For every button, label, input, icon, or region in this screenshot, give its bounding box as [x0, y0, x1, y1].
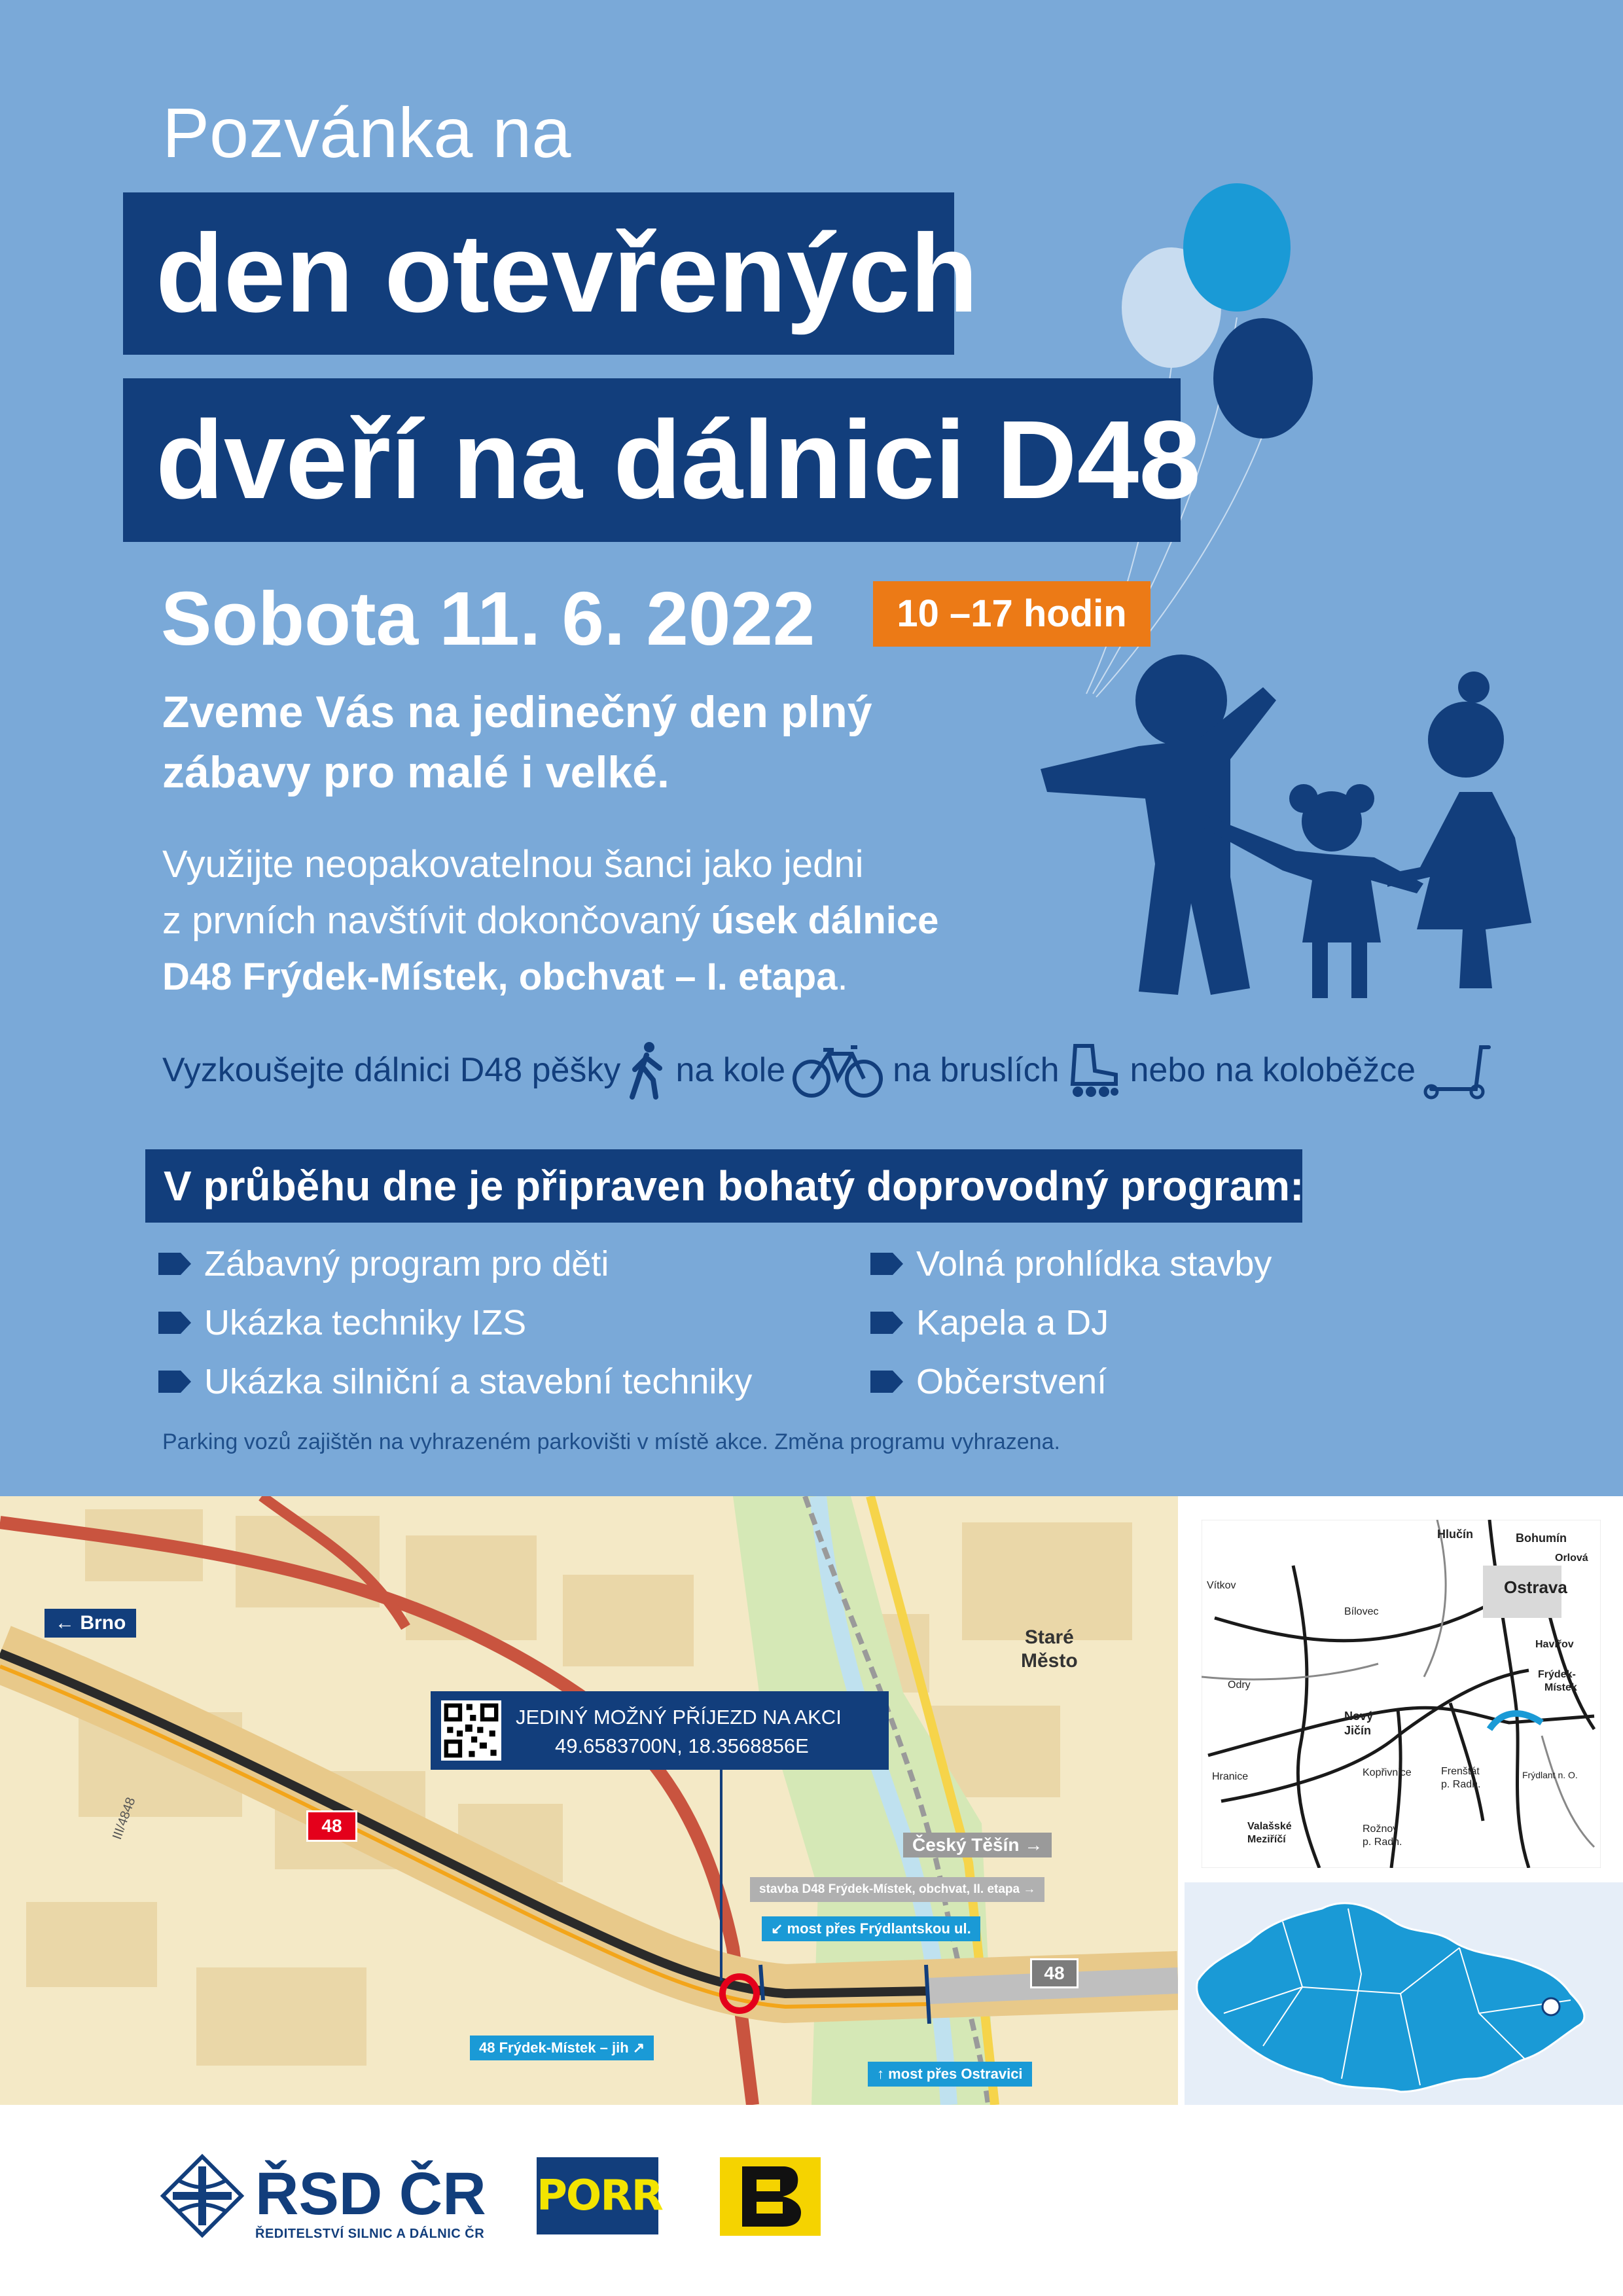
list-item [158, 1293, 752, 1352]
list-item [870, 1352, 1272, 1411]
qr-code-icon [441, 1700, 501, 1761]
title-line-2: dveří na dálnici D48 [123, 378, 1181, 542]
town-label: Bohumín [1516, 1532, 1567, 1545]
list-item-text: Volná prohlídka stavby [916, 1244, 1272, 1283]
body-line [162, 949, 1144, 1005]
body-text-end: . [837, 956, 848, 998]
list-item-text: Zábavný program pro děti [204, 1244, 609, 1283]
try-scooter-text: nebo na koloběžce [1130, 1051, 1416, 1089]
brno-sign: ← Brno [45, 1609, 136, 1638]
stavba-sign: stavba D48 Frýdek-Místek, obchvat, II. etapa → [750, 1877, 1044, 1902]
try-walk-text: Vyzkoušejte dálnici D48 pěšky [162, 1051, 621, 1089]
town-label: Rožnov [1363, 1823, 1399, 1835]
map-drawing [0, 1496, 1178, 2105]
stare-mesto-line: Město [1021, 1650, 1078, 1672]
town-label: Bílovec [1344, 1606, 1379, 1617]
town-label: Hranice [1212, 1771, 1249, 1782]
road-iii-4848-label: III/4848 [110, 1795, 139, 1842]
balloon-icon [1213, 318, 1313, 439]
event-date: Sobota 11. 6. 2022 [161, 576, 815, 661]
town-label: Kopřivnice [1363, 1767, 1412, 1778]
porr-logo [537, 2157, 662, 2234]
list-item-text: Občerstvení [916, 1362, 1107, 1401]
body-text-normal: z prvních navštívit dokončovaný [162, 899, 711, 942]
town-label: p. Radh. [1363, 1837, 1402, 1848]
czech-republic-map [1185, 1882, 1623, 2105]
try-bike-text: na kole [675, 1051, 786, 1089]
town-label: Frýdek- [1538, 1669, 1576, 1680]
rsd-logo-subtitle: ŘEDITELSTVÍ SILNIC A DÁLNIC ČR [255, 2227, 485, 2241]
qr-callout-coordinates: 49.6583700N, 18.3568856E [555, 1734, 809, 1757]
arrow-bullet-icon [158, 1312, 191, 1334]
list-item [870, 1234, 1272, 1293]
region-map [1202, 1520, 1601, 1868]
arrow-bullet-icon [870, 1253, 903, 1275]
rsd-logo-icon [160, 2153, 245, 2238]
town-label: Frýdlant n. O. [1522, 1770, 1578, 1780]
hours-badge: 10 –17 hodin [873, 581, 1150, 647]
scooter-icon [1422, 1041, 1494, 1100]
lead-text [162, 682, 1079, 802]
qr-callout [431, 1691, 889, 1770]
road-48-gray-shield: 48 [1030, 1958, 1079, 1988]
cesky-tesin-sign: Český Těšín → [903, 1833, 1052, 1857]
arrow-bullet-icon [158, 1253, 191, 1275]
town-label: Frenštát [1441, 1766, 1480, 1777]
arrow-bullet-icon [870, 1312, 903, 1334]
town-label: Hlučín [1437, 1528, 1474, 1541]
stare-mesto-line: Staré [1024, 1626, 1074, 1648]
lead-line: Zveme Vás na jedinečný den plný [162, 687, 872, 737]
body-text-bold: úsek dálnice [711, 899, 939, 942]
town-label: Vítkov [1207, 1580, 1236, 1591]
frydek-mistek-jih-sign: 48 Frýdek-Místek – jih ↗ [470, 2036, 654, 2060]
list-item [158, 1234, 752, 1293]
rollerblade-icon [1066, 1041, 1121, 1100]
b-logo-icon [720, 2157, 821, 2236]
town-label: Meziříčí [1247, 1834, 1286, 1845]
lead-line: zábavy pro malé i velké. [162, 747, 669, 797]
program-list-right [870, 1234, 1272, 1411]
town-label: Valašské [1247, 1821, 1292, 1832]
list-item-text: Ukázka silniční a stavební techniky [204, 1362, 753, 1401]
body-line: Využijte neopakovatelnou šanci jako jedni [162, 843, 864, 886]
town-label: Nový [1344, 1710, 1374, 1723]
access-map [0, 1496, 1178, 2105]
balloon-icon [1183, 183, 1291, 312]
title-line-1: den otevřených [123, 192, 954, 355]
porr-logo-text: PORR [537, 2172, 662, 2220]
list-item-text: Kapela a DJ [916, 1303, 1109, 1342]
rsd-logo-title: ŘSD ČR [255, 2161, 486, 2227]
stare-mesto-label [1021, 1626, 1078, 1673]
list-item-text: Ukázka techniky IZS [204, 1303, 527, 1342]
body-text [162, 836, 1144, 1005]
parking-note: Parking vozů zajištěn na vyhrazeném parkovišti v místě akce. Změna programu vyhrazena. [162, 1429, 1060, 1454]
construction-company-logo [720, 2157, 821, 2236]
walking-icon [627, 1041, 666, 1100]
program-list-left [158, 1234, 752, 1411]
qr-callout-title: JEDINÝ MOŽNÝ PŘÍJEZD NA AKCI [516, 1706, 842, 1729]
bridge-mark [760, 1965, 763, 2000]
most-frydlantska-sign: ↙ most přes Frýdlantskou ul. [762, 1916, 980, 1941]
most-ostravice-sign: ↑ most přes Ostravici [868, 2062, 1032, 2087]
try-skate-text: na bruslích [893, 1051, 1060, 1089]
town-label: Orlová [1555, 1552, 1588, 1564]
town-label: Místek [1544, 1682, 1577, 1693]
town-label: p. Radh. [1441, 1779, 1481, 1790]
arrow-bullet-icon [158, 1371, 191, 1393]
road-48-shield: 48 [306, 1810, 357, 1842]
region-map-drawing [1202, 1520, 1601, 1868]
town-label: Odry [1228, 1679, 1251, 1691]
town-label: Havířov [1535, 1639, 1574, 1650]
list-item [158, 1352, 752, 1411]
program-heading: V průběhu dne je připraven bohatý doprovodný program: [145, 1149, 1302, 1223]
arrow-bullet-icon [870, 1371, 903, 1393]
list-item [870, 1293, 1272, 1352]
body-line [162, 893, 1144, 949]
pre-title: Pozvánka na [162, 93, 571, 172]
body-text-bold: D48 Frýdek-Místek, obchvat – I. etapa [162, 956, 838, 998]
town-label: Jičín [1344, 1724, 1372, 1737]
czech-map-drawing [1185, 1882, 1623, 2105]
try-line [162, 1041, 1602, 1100]
bicycle-icon [792, 1041, 883, 1100]
town-label: Ostrava [1504, 1577, 1567, 1597]
